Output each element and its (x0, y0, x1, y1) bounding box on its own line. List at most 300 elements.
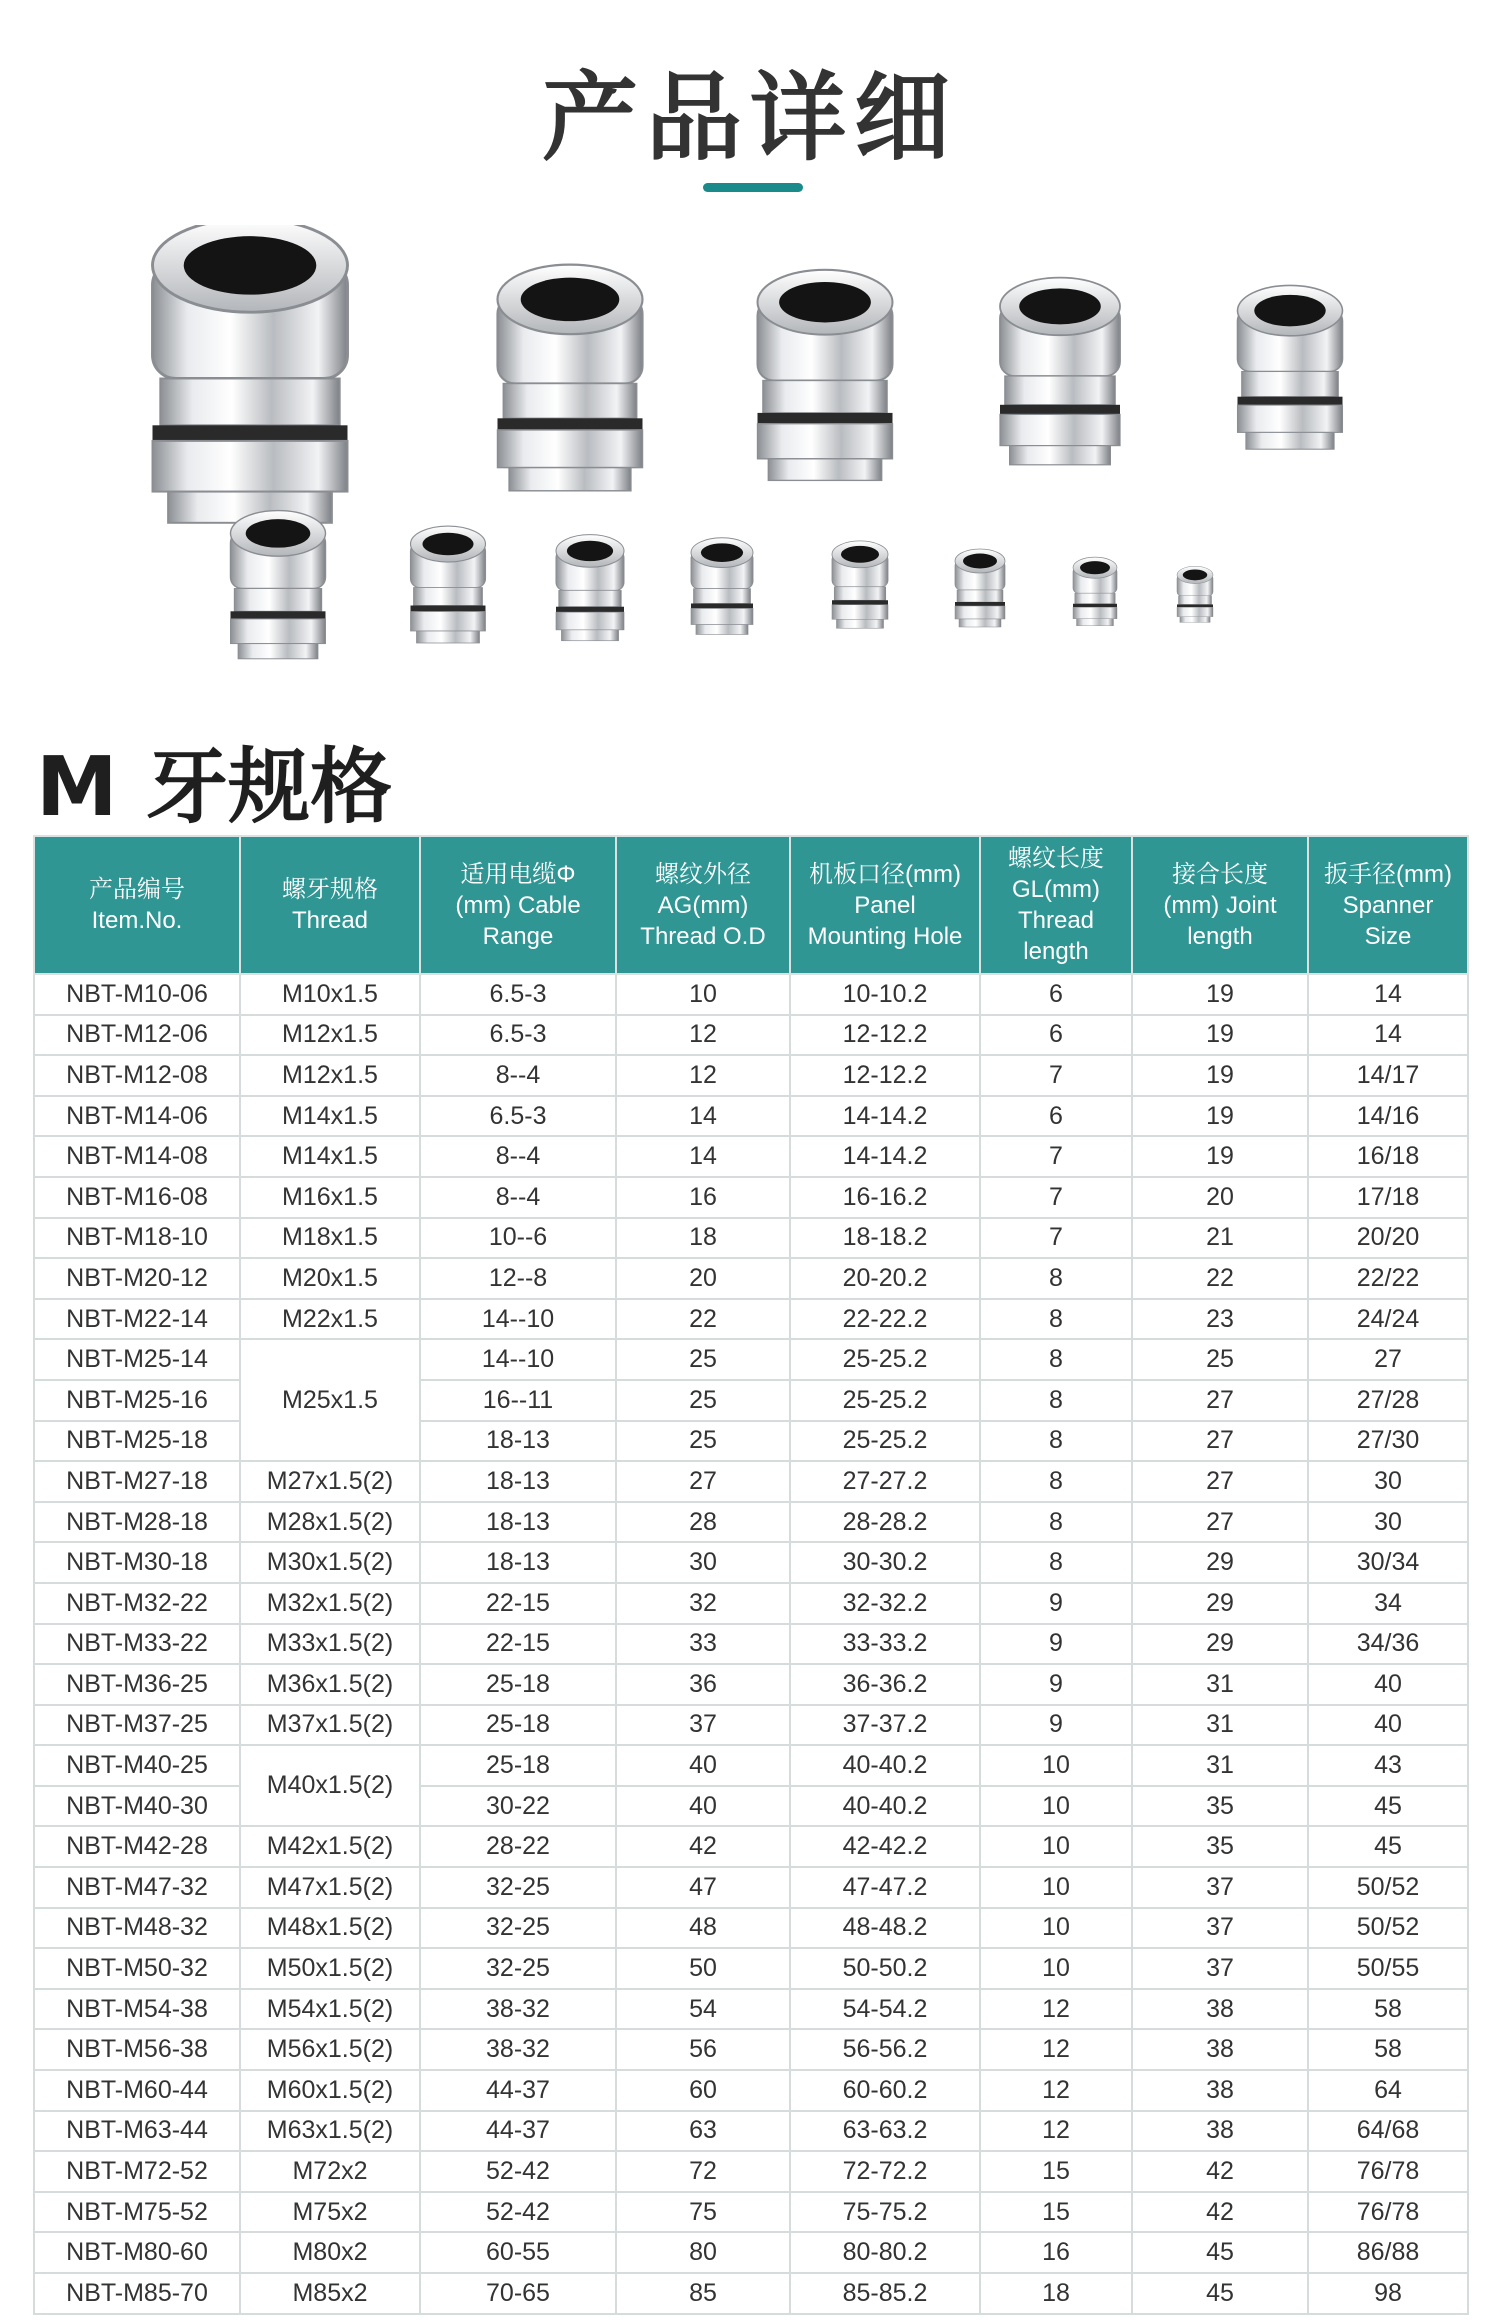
cell-od: 56 (616, 2029, 790, 2070)
cell-item: NBT-M30-18 (34, 1542, 240, 1583)
cell-spanner: 64/68 (1308, 2111, 1468, 2152)
cell-spanner: 50/52 (1308, 1867, 1468, 1908)
cell-spanner: 34 (1308, 1583, 1468, 1624)
cell-gl: 12 (980, 1989, 1132, 2030)
cell-joint: 38 (1132, 2111, 1308, 2152)
spec-table (33, 835, 1469, 2315)
header-line: (mm) Joint (1163, 891, 1277, 919)
cell-hole: 36-36.2 (790, 1664, 980, 1705)
cell-hole: 42-42.2 (790, 1826, 980, 1867)
cell-spanner: 30 (1308, 1502, 1468, 1543)
cell-cable: 16--11 (420, 1380, 616, 1421)
cell-thread: M12x1.5 (240, 1055, 420, 1096)
cell-thread: M37x1.5(2) (240, 1705, 420, 1746)
cell-cable: 28-22 (420, 1826, 616, 1867)
cell-hole: 50-50.2 (790, 1948, 980, 1989)
cell-spanner: 30 (1308, 1461, 1468, 1502)
cell-od: 20 (616, 1258, 790, 1299)
table-row (34, 1461, 1468, 1502)
cell-item: NBT-M14-08 (34, 1136, 240, 1177)
table-row (34, 1502, 1468, 1543)
header-line: 适用电缆Φ (460, 860, 576, 888)
header-line: 螺纹外径 (655, 860, 751, 888)
header-line: length (1023, 938, 1089, 965)
cell-spanner: 20/20 (1308, 1218, 1468, 1259)
cell-hole: 30-30.2 (790, 1542, 980, 1583)
cell-thread: M48x1.5(2) (240, 1908, 420, 1949)
cell-cable: 70-65 (420, 2273, 616, 2314)
cell-gl: 7 (980, 1055, 1132, 1096)
cell-spanner: 34/36 (1308, 1624, 1468, 1665)
cell-cable: 25-18 (420, 1745, 616, 1786)
cell-joint: 19 (1132, 1055, 1308, 1096)
cell-cable: 8--4 (420, 1136, 616, 1177)
header-line: Panel (854, 891, 916, 919)
cell-hole: 32-32.2 (790, 1583, 980, 1624)
cell-thread: M63x1.5(2) (240, 2111, 420, 2152)
cell-cable: 38-32 (420, 1989, 616, 2030)
cell-gl: 18 (980, 2273, 1132, 2314)
cell-spanner: 17/18 (1308, 1177, 1468, 1218)
cell-item: NBT-M42-28 (34, 1826, 240, 1867)
cell-hole: 25-25.2 (790, 1421, 980, 1462)
cell-hole: 10-10.2 (790, 974, 980, 1015)
cell-item: NBT-M37-25 (34, 1705, 240, 1746)
small-cable-gland-2 (411, 526, 486, 643)
cell-gl: 9 (980, 1664, 1132, 1705)
cell-cable: 14--10 (420, 1339, 616, 1380)
cell-gl: 7 (980, 1136, 1132, 1177)
table-row (34, 1948, 1468, 1989)
table-row (34, 1705, 1468, 1746)
cell-hole: 54-54.2 (790, 1989, 980, 2030)
header-line: 接合长度 (1172, 860, 1268, 888)
cell-gl: 6 (980, 974, 1132, 1015)
cell-hole: 47-47.2 (790, 1867, 980, 1908)
cell-od: 72 (616, 2151, 790, 2192)
cell-gl: 12 (980, 2070, 1132, 2111)
cell-joint: 19 (1132, 1096, 1308, 1137)
cell-gl: 8 (980, 1339, 1132, 1380)
header-line: 螺牙规格 (282, 876, 378, 903)
cell-gl: 9 (980, 1624, 1132, 1665)
cell-item: NBT-M40-30 (34, 1786, 240, 1827)
cell-joint: 37 (1132, 1948, 1308, 1989)
cell-joint: 45 (1132, 2273, 1308, 2314)
cell-thread: M36x1.5(2) (240, 1664, 420, 1705)
header-line: GL(mm) (1012, 876, 1100, 903)
table-row (34, 1299, 1468, 1340)
cell-spanner: 27/30 (1308, 1421, 1468, 1462)
cell-thread: M80x2 (240, 2232, 420, 2273)
cell-spanner: 14/17 (1308, 1055, 1468, 1096)
cell-thread: M14x1.5 (240, 1096, 420, 1137)
cell-item: NBT-M36-25 (34, 1664, 240, 1705)
cell-gl: 7 (980, 1177, 1132, 1218)
table-row (34, 1583, 1468, 1624)
cell-gl: 10 (980, 1745, 1132, 1786)
cell-od: 37 (616, 1705, 790, 1746)
cell-hole: 40-40.2 (790, 1786, 980, 1827)
cell-thread: M56x1.5(2) (240, 2029, 420, 2070)
cell-thread: M12x1.5 (240, 1015, 420, 1056)
cell-hole: 80-80.2 (790, 2232, 980, 2273)
table-row (34, 2273, 1468, 2314)
cell-gl: 8 (980, 1380, 1132, 1421)
cell-spanner: 64 (1308, 2070, 1468, 2111)
table-row (34, 2192, 1468, 2233)
cell-item: NBT-M72-52 (34, 2151, 240, 2192)
cell-thread: M85x2 (240, 2273, 420, 2314)
cell-od: 47 (616, 1867, 790, 1908)
cell-joint: 19 (1132, 1136, 1308, 1177)
header-cable-range (420, 836, 616, 974)
cell-item: NBT-M33-22 (34, 1624, 240, 1665)
cell-gl: 10 (980, 1786, 1132, 1827)
cell-hole: 48-48.2 (790, 1908, 980, 1949)
table-row (34, 2151, 1468, 2192)
cell-od: 16 (616, 1177, 790, 1218)
cell-gl: 9 (980, 1705, 1132, 1746)
header-line: Spanner (1342, 891, 1434, 919)
cell-gl: 12 (980, 2111, 1132, 2152)
cell-cable: 22-15 (420, 1583, 616, 1624)
cell-item: NBT-M47-32 (34, 1867, 240, 1908)
header-line: 螺纹长度 (1008, 845, 1104, 872)
cell-spanner: 40 (1308, 1664, 1468, 1705)
cell-thread: M47x1.5(2) (240, 1867, 420, 1908)
cell-od: 14 (616, 1096, 790, 1137)
table-row (34, 2070, 1468, 2111)
cell-item: NBT-M60-44 (34, 2070, 240, 2111)
cell-joint: 42 (1132, 2151, 1308, 2192)
cell-cable: 52-42 (420, 2151, 616, 2192)
cell-od: 22 (616, 1299, 790, 1340)
cell-joint: 25 (1132, 1339, 1308, 1380)
header-thread-od (616, 836, 790, 974)
cell-spanner: 24/24 (1308, 1299, 1468, 1340)
table-row (34, 1055, 1468, 1096)
cell-thread: M42x1.5(2) (240, 1826, 420, 1867)
cell-spanner: 58 (1308, 1989, 1468, 2030)
cell-gl: 6 (980, 1015, 1132, 1056)
cell-thread: M16x1.5 (240, 1177, 420, 1218)
cell-od: 36 (616, 1664, 790, 1705)
cell-joint: 27 (1132, 1380, 1308, 1421)
page-title: 产品详细 (542, 62, 958, 174)
cell-cable: 25-18 (420, 1664, 616, 1705)
cell-od: 28 (616, 1502, 790, 1543)
cell-thread: M33x1.5(2) (240, 1624, 420, 1665)
table-row (34, 1218, 1468, 1259)
cell-thread: M10x1.5 (240, 974, 420, 1015)
cell-hole: 20-20.2 (790, 1258, 980, 1299)
cell-joint: 23 (1132, 1299, 1308, 1340)
cell-od: 18 (616, 1218, 790, 1259)
cell-item: NBT-M54-38 (34, 1989, 240, 2030)
cell-od: 14 (616, 1136, 790, 1177)
cell-item: NBT-M16-08 (34, 1177, 240, 1218)
header-line: Mounting Hole (807, 922, 963, 950)
cell-hole: 12-12.2 (790, 1015, 980, 1056)
cell-spanner: 22/22 (1308, 1258, 1468, 1299)
cell-hole: 85-85.2 (790, 2273, 980, 2314)
cell-thread: M30x1.5(2) (240, 1542, 420, 1583)
cell-spanner: 76/78 (1308, 2151, 1468, 2192)
cell-od: 25 (616, 1421, 790, 1462)
header-thread (240, 836, 420, 974)
cell-item: NBT-M25-16 (34, 1380, 240, 1421)
cell-cable: 6.5-3 (420, 1096, 616, 1137)
cell-thread: M22x1.5 (240, 1299, 420, 1340)
cell-hole: 60-60.2 (790, 2070, 980, 2111)
cell-cable: 8--4 (420, 1055, 616, 1096)
cell-joint: 29 (1132, 1542, 1308, 1583)
cell-joint: 29 (1132, 1624, 1308, 1665)
cell-spanner: 40 (1308, 1705, 1468, 1746)
cell-gl: 15 (980, 2192, 1132, 2233)
cell-od: 50 (616, 1948, 790, 1989)
cell-cable: 25-18 (420, 1705, 616, 1746)
cell-thread: M32x1.5(2) (240, 1583, 420, 1624)
cell-spanner: 43 (1308, 1745, 1468, 1786)
cell-item: NBT-M63-44 (34, 2111, 240, 2152)
header-line: length (1187, 922, 1253, 950)
table-row (34, 1096, 1468, 1137)
cell-gl: 8 (980, 1461, 1132, 1502)
cell-cable: 32-25 (420, 1867, 616, 1908)
cell-hole: 28-28.2 (790, 1502, 980, 1543)
cell-joint: 35 (1132, 1826, 1308, 1867)
cell-item: NBT-M40-25 (34, 1745, 240, 1786)
cell-od: 12 (616, 1055, 790, 1096)
header-line: Item.No. (91, 907, 183, 934)
cell-thread: M20x1.5 (240, 1258, 420, 1299)
cell-spanner: 27 (1308, 1339, 1468, 1380)
small-cable-gland-5 (832, 541, 888, 628)
cell-gl: 10 (980, 1948, 1132, 1989)
cell-spanner: 14 (1308, 1015, 1468, 1056)
cell-od: 63 (616, 2111, 790, 2152)
cell-cable: 32-25 (420, 1948, 616, 1989)
cell-joint: 38 (1132, 1989, 1308, 2030)
cell-spanner: 58 (1308, 2029, 1468, 2070)
header-item-no (34, 836, 240, 974)
cell-item: NBT-M75-52 (34, 2192, 240, 2233)
cell-gl: 15 (980, 2151, 1132, 2192)
cell-cable: 18-13 (420, 1502, 616, 1543)
table-row (34, 1989, 1468, 2030)
header-line: Thread O.D (640, 922, 766, 950)
table-row (34, 1867, 1468, 1908)
cell-hole: 16-16.2 (790, 1177, 980, 1218)
small-cable-gland-1 (231, 511, 326, 659)
table-row (34, 2232, 1468, 2273)
table-row (34, 1015, 1468, 1056)
cell-item: NBT-M12-08 (34, 1055, 240, 1096)
cell-hole: 22-22.2 (790, 1299, 980, 1340)
header-line: 机板口径(mm) (809, 860, 961, 888)
cell-cable: 18-13 (420, 1461, 616, 1502)
cell-item: NBT-M50-32 (34, 1948, 240, 1989)
cell-gl: 8 (980, 1299, 1132, 1340)
cell-spanner: 14/16 (1308, 1096, 1468, 1137)
cell-gl: 8 (980, 1421, 1132, 1462)
cell-hole: 40-40.2 (790, 1745, 980, 1786)
large-cable-gland-4 (1000, 278, 1120, 465)
small-cable-gland-8 (1177, 566, 1213, 622)
table-header-row (34, 836, 1468, 974)
cell-cable: 8--4 (420, 1177, 616, 1218)
header-line: Range (482, 922, 554, 950)
header-line: 扳手径(mm) (1324, 860, 1452, 888)
cell-od: 25 (616, 1380, 790, 1421)
cell-cable: 60-55 (420, 2232, 616, 2273)
cell-cable: 18-13 (420, 1542, 616, 1583)
cell-joint: 19 (1132, 1015, 1308, 1056)
cell-cable: 38-32 (420, 2029, 616, 2070)
cell-item: NBT-M28-18 (34, 1502, 240, 1543)
cell-item: NBT-M25-18 (34, 1421, 240, 1462)
header-joint-length (1132, 836, 1308, 974)
header-spanner-size (1308, 836, 1468, 974)
small-cable-gland-7 (1073, 557, 1117, 626)
cell-hole: 14-14.2 (790, 1136, 980, 1177)
cell-od: 48 (616, 1908, 790, 1949)
cell-joint: 42 (1132, 2192, 1308, 2233)
table-row (34, 2029, 1468, 2070)
cell-cable: 30-22 (420, 1786, 616, 1827)
table-row (34, 1664, 1468, 1705)
cell-item: NBT-M12-06 (34, 1015, 240, 1056)
cell-od: 85 (616, 2273, 790, 2314)
cell-spanner: 50/55 (1308, 1948, 1468, 1989)
cell-spanner: 16/18 (1308, 1136, 1468, 1177)
cell-hole: 14-14.2 (790, 1096, 980, 1137)
section-heading: M 牙规格 (36, 740, 393, 835)
cell-od: 54 (616, 1989, 790, 2030)
cell-item: NBT-M56-38 (34, 2029, 240, 2070)
cell-joint: 31 (1132, 1705, 1308, 1746)
small-cable-gland-6 (955, 549, 1005, 627)
header-line: (mm) Cable (455, 891, 581, 919)
cell-thread: M40x1.5(2) (240, 1745, 420, 1826)
table-row (34, 1745, 1468, 1786)
cell-joint: 29 (1132, 1583, 1308, 1624)
cell-thread: M28x1.5(2) (240, 1502, 420, 1543)
header-line: Size (1364, 922, 1412, 950)
cell-spanner: 86/88 (1308, 2232, 1468, 2273)
cell-item: NBT-M22-14 (34, 1299, 240, 1340)
cell-od: 10 (616, 974, 790, 1015)
cell-item: NBT-M10-06 (34, 974, 240, 1015)
cell-item: NBT-M32-22 (34, 1583, 240, 1624)
title-underline (703, 183, 803, 192)
table-row (34, 1908, 1468, 1949)
cell-hole: 33-33.2 (790, 1624, 980, 1665)
small-cable-gland-4 (691, 538, 753, 635)
cell-cable: 12--8 (420, 1258, 616, 1299)
small-cable-gland-3 (556, 535, 624, 641)
cell-od: 27 (616, 1461, 790, 1502)
cell-item: NBT-M27-18 (34, 1461, 240, 1502)
cell-hole: 37-37.2 (790, 1705, 980, 1746)
cell-od: 42 (616, 1826, 790, 1867)
cell-thread: M25x1.5 (240, 1339, 420, 1461)
cell-spanner: 27/28 (1308, 1380, 1468, 1421)
table-row (34, 1624, 1468, 1665)
cell-cable: 44-37 (420, 2070, 616, 2111)
cell-cable: 32-25 (420, 1908, 616, 1949)
cell-item: NBT-M20-12 (34, 1258, 240, 1299)
cell-item: NBT-M48-32 (34, 1908, 240, 1949)
cell-joint: 27 (1132, 1461, 1308, 1502)
header-line: Thread (291, 907, 369, 934)
cell-item: NBT-M25-14 (34, 1339, 240, 1380)
cell-joint: 38 (1132, 2070, 1308, 2111)
header-line: AG(mm) (657, 891, 749, 919)
cell-hole: 12-12.2 (790, 1055, 980, 1096)
table-row (34, 1542, 1468, 1583)
cell-thread: M50x1.5(2) (240, 1948, 420, 1989)
cell-hole: 25-25.2 (790, 1339, 980, 1380)
cell-item: NBT-M14-06 (34, 1096, 240, 1137)
cell-gl: 10 (980, 1826, 1132, 1867)
cell-od: 30 (616, 1542, 790, 1583)
cell-hole: 56-56.2 (790, 2029, 980, 2070)
cell-gl: 10 (980, 1908, 1132, 1949)
cell-od: 75 (616, 2192, 790, 2233)
cell-joint: 22 (1132, 1258, 1308, 1299)
table-row (34, 1258, 1468, 1299)
header-thread-length (980, 836, 1132, 974)
table-row (34, 1826, 1468, 1867)
cell-gl: 8 (980, 1542, 1132, 1583)
cell-spanner: 45 (1308, 1786, 1468, 1827)
cell-gl: 10 (980, 1867, 1132, 1908)
cell-joint: 37 (1132, 1908, 1308, 1949)
cell-spanner: 30/34 (1308, 1542, 1468, 1583)
cell-joint: 37 (1132, 1867, 1308, 1908)
cell-thread: M14x1.5 (240, 1136, 420, 1177)
cell-joint: 20 (1132, 1177, 1308, 1218)
cell-od: 40 (616, 1786, 790, 1827)
cell-thread: M27x1.5(2) (240, 1461, 420, 1502)
cell-thread: M18x1.5 (240, 1218, 420, 1259)
cell-joint: 31 (1132, 1664, 1308, 1705)
cell-hole: 63-63.2 (790, 2111, 980, 2152)
cell-cable: 6.5-3 (420, 974, 616, 1015)
cell-hole: 18-18.2 (790, 1218, 980, 1259)
table-row (34, 1177, 1468, 1218)
table-row (34, 974, 1468, 1015)
cell-od: 40 (616, 1745, 790, 1786)
large-cable-gland-5 (1238, 285, 1343, 449)
cell-item: NBT-M18-10 (34, 1218, 240, 1259)
cell-joint: 27 (1132, 1421, 1308, 1462)
cell-cable: 6.5-3 (420, 1015, 616, 1056)
cell-spanner: 76/78 (1308, 2192, 1468, 2233)
cell-od: 33 (616, 1624, 790, 1665)
cell-spanner: 98 (1308, 2273, 1468, 2314)
cell-gl: 9 (980, 1583, 1132, 1624)
cell-joint: 21 (1132, 1218, 1308, 1259)
cell-spanner: 50/52 (1308, 1908, 1468, 1949)
header-line: Thread (1017, 907, 1095, 934)
product-photo (110, 225, 1400, 685)
header-line: 产品编号 (89, 876, 185, 903)
large-cable-gland-3 (758, 270, 893, 481)
